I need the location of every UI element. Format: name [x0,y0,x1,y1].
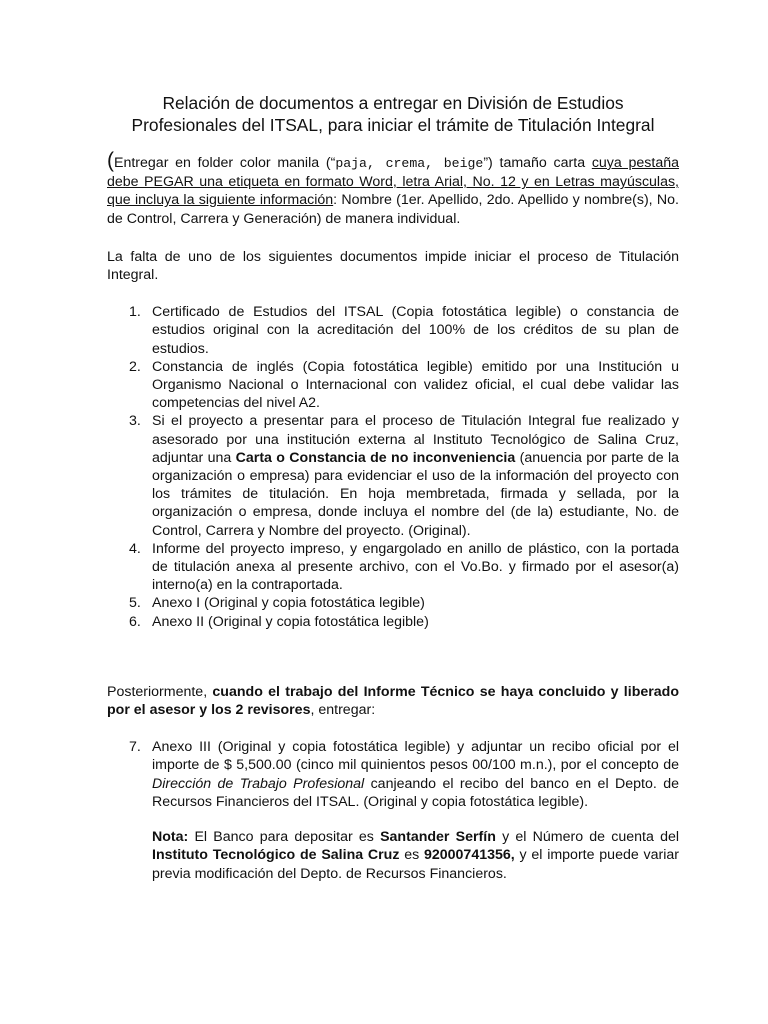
intro-text-c: : Nombre (1er. Apellido, 2do. Apellido y nombre(s), No. de Control, Carrera y Generación) de manera individual. [107,192,679,227]
intro-paragraph [107,149,680,228]
item-number: 3. [129,413,141,430]
open-parenthesis: ( [107,149,114,172]
item-number: 5. [129,595,141,612]
note-label: Nota: [152,829,189,846]
list-item [107,594,679,612]
item-text: Anexo I (Original y copia fotostática legible) [152,595,425,612]
bank-note [152,828,679,883]
item-number: 2. [129,358,141,375]
warning-paragraph: La falta de uno de los siguientes documentos impide iniciar el proceso de Titulación Integral. [107,248,679,284]
label-instructions: cuya pestaña debe PEGAR una etiqueta en formato Word, letra Arial, No. 12 y en Letras mayúsculas, que incluya la siguiente información [107,155,680,209]
item-bold-text: Carta o Constancia de no inconveniencia [235,449,516,466]
note-text: y el importe puede variar previa modificación del Depto. de Recursos Financieros. [152,847,679,882]
item-text-a: Anexo III (Original y copia fotostática legible) y adjuntar un recibo oficial por el importe de $ 5,500.00 (cinco mil quinientos pesos 00/100 m.n.), por el concepto de [152,739,679,774]
item-number: 1. [129,304,141,321]
list-item [107,540,679,595]
note-text: El Banco para depositar es [188,829,381,846]
folder-colors: paja, crema, beige [335,156,484,171]
title-line-2: Profesionales del ITSAL, para iniciar el trámite de Titulación Integral [131,115,655,135]
list-item [107,738,679,811]
later-requirements-list [107,738,679,811]
later-paragraph [107,683,679,719]
item-text-b: (anuencia por parte de la organización o empresa) para evidenciar el uso de la información del proyecto con los trámites de titulación. En hoja membretada, firmada y sellada, por la organización o empresa, donde incluya el nombre del (de la) estudiante, No. de Control, Carrera y Nombre del proyecto. (Original). [152,449,679,539]
list-item [107,303,679,358]
institution-name: Instituto Tecnológico de Salina Cruz [152,847,400,864]
item-text: Certificado de Estudios del ITSAL (Copia fotostática legible) o constancia de estudios original con la acreditación del 100% de los créditos de su plan de estudios. [152,304,679,357]
account-number: 92000741356, [423,847,515,864]
later-text-a: Posteriormente, [107,683,213,700]
list-item [107,358,679,413]
item-italic-text: Dirección de Trabajo Profesional [152,775,365,792]
item-text: Anexo II (Original y copia fotostática legible) [152,613,429,630]
item-number: 7. [129,739,141,756]
requirements-list [107,303,679,631]
later-text-b: , entregar: [310,702,376,719]
item-text-a: Si el proyecto a presentar para el proceso de Titulación Integral fue realizado y asesorado por una institución externa al Instituto Tecnológico de Salina Cruz, adjuntar una [152,413,679,466]
item-number: 6. [129,613,141,630]
note-text: es [399,847,424,864]
document-title [107,0,679,136]
note-text: y el Número de cuenta del [495,829,679,846]
item-text-b: canjeando el recibo del banco en el Depto. de Recursos Financieros del ITSAL. (Original y copia fotostática legible). [152,775,679,810]
bank-name: Santander Serfín [380,829,496,846]
list-item [107,613,679,631]
item-text: Informe del proyecto impreso, y engargolado en anillo de plástico, con la portada de titulación anexa al presente archivo, con el Vo.Bo. y firmado por el asesor(a) interno(a) en la contraportada. [152,540,679,594]
item-text: Constancia de inglés (Copia fotostática legible) emitido por una Institución u Organismo Nacional o Internacional con validez oficial, el cual debe validar las competencias del nivel A2. [152,358,679,412]
intro-text-b: ”) tamaño carta [483,155,592,171]
list-item [107,412,679,539]
intro-text-a: Entregar en folder color manila (“ [114,155,336,171]
item-number: 4. [129,540,141,557]
title-line-1: Relación de documentos a entregar en División de Estudios [162,93,624,113]
later-bold-text: cuando el trabajo del Informe Técnico se haya concluido y liberado por el asesor y los 2 revisores [107,683,679,719]
